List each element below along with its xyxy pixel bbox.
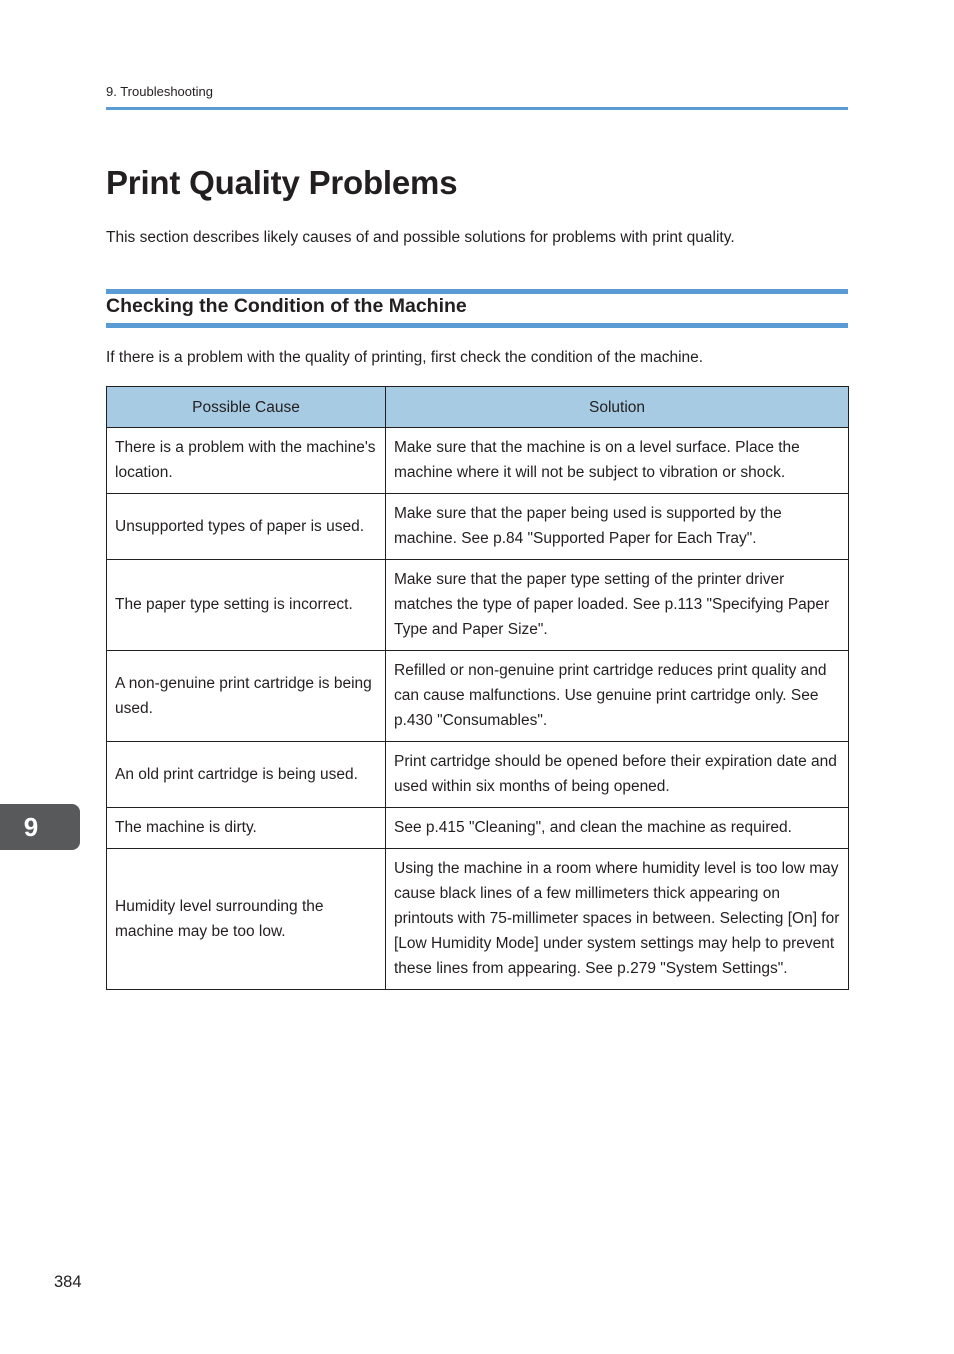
cause-cell: Humidity level surrounding the machine may be too low.	[107, 849, 386, 990]
table-row	[107, 651, 849, 742]
section-lead-paragraph: If there is a problem with the quality of printing, first check the condition of the machine.	[106, 349, 704, 366]
table-row	[107, 560, 849, 651]
cause-cell: Unsupported types of paper is used.	[107, 494, 386, 560]
solution-cell: Using the machine in a room where humidity level is too low may cause black lines of a few millimeters thick appearing on printouts with 75-millimeter spaces in between. Selecting [On] for [Low Humidity Mode] under system settings may help to prevent these lines from appearing. See p.279 "System Settings".	[386, 849, 849, 990]
cause-cell: An old print cartridge is being used.	[107, 742, 386, 808]
header-solution: Solution	[386, 387, 849, 428]
cause-cell: A non-genuine print cartridge is being used.	[107, 651, 386, 742]
cause-solution-table	[106, 386, 849, 990]
table-row	[107, 742, 849, 808]
table-row	[107, 849, 849, 990]
header-rule	[106, 107, 848, 110]
page-title: Print Quality Problems	[106, 164, 458, 201]
table-header-row	[107, 387, 849, 428]
section-title: Checking the Condition of the Machine	[106, 295, 467, 317]
header-possible-cause: Possible Cause	[107, 387, 386, 428]
running-header: 9. Troubleshooting	[106, 84, 213, 99]
chapter-tab: 9	[0, 804, 80, 850]
cause-cell: The paper type setting is incorrect.	[107, 560, 386, 651]
intro-paragraph: This section describes likely causes of and possible solutions for problems with print quality.	[106, 229, 735, 246]
solution-cell: See p.415 "Cleaning", and clean the machine as required.	[386, 808, 849, 849]
table-row	[107, 428, 849, 494]
section-top-rule	[106, 289, 848, 294]
cause-cell: There is a problem with the machine's location.	[107, 428, 386, 494]
solution-cell: Make sure that the paper type setting of the printer driver matches the type of paper loaded. See p.113 "Specifying Paper Type and Paper Size".	[386, 560, 849, 651]
solution-cell: Make sure that the paper being used is supported by the machine. See p.84 "Supported Paper for Each Tray".	[386, 494, 849, 560]
table-row	[107, 494, 849, 560]
solution-cell: Make sure that the machine is on a level surface. Place the machine where it will not be subject to vibration or shock.	[386, 428, 849, 494]
cause-cell: The machine is dirty.	[107, 808, 386, 849]
solution-cell: Refilled or non-genuine print cartridge reduces print quality and can cause malfunctions. Use genuine print cartridge only. See p.430 "Consumables".	[386, 651, 849, 742]
section-bottom-rule	[106, 323, 848, 328]
page-number: 384	[54, 1273, 82, 1291]
solution-cell: Print cartridge should be opened before their expiration date and used within six months of being opened.	[386, 742, 849, 808]
table-row	[107, 808, 849, 849]
